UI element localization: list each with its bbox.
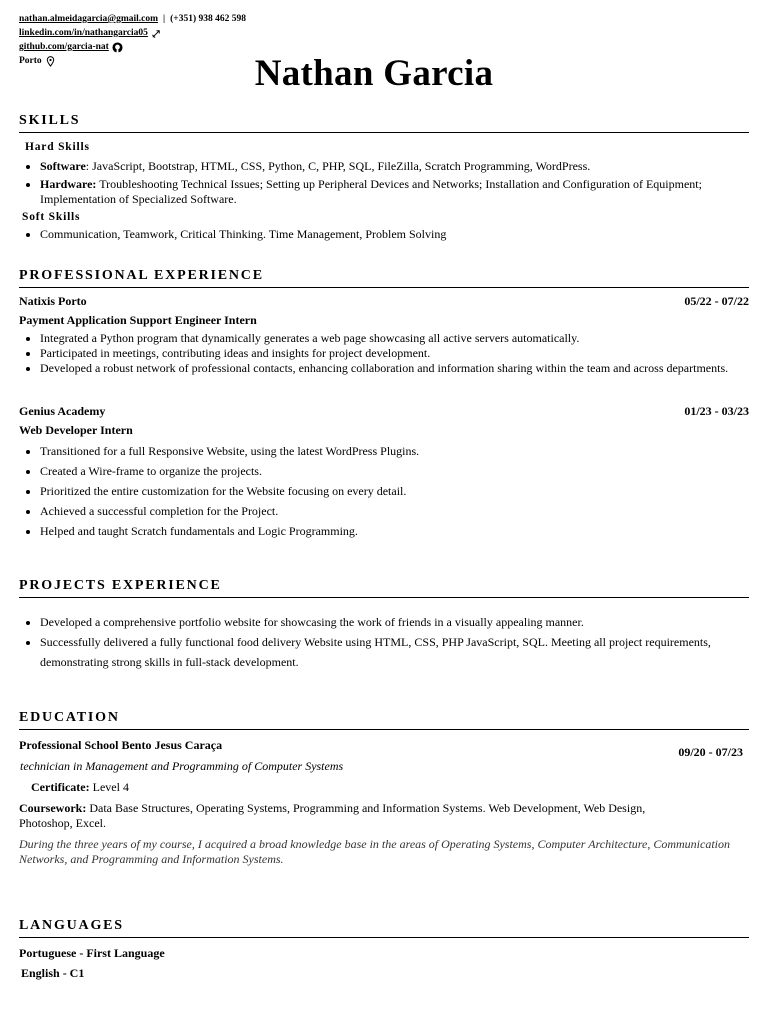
job-company: Genius Academy	[19, 404, 106, 418]
education-heading: EDUCATION	[19, 710, 749, 730]
languages-heading: LANGUAGES	[19, 918, 749, 938]
job-company: Natixis Porto	[19, 294, 87, 308]
list-item	[40, 159, 749, 174]
list-item: • Developed a robust network of professional contacts, enhancing collaboration and information sharing within the team and across departments.	[40, 361, 749, 376]
list-item: • Communication, Teamwork, Critical Thinking. Time Management, Problem Solving	[40, 227, 749, 242]
software-label: Software	[40, 159, 86, 173]
job-genius-academy	[19, 404, 749, 544]
skills-section	[19, 140, 749, 242]
list-item: • Prioritized the entire customization for the Website focusing on every detail.	[40, 484, 749, 499]
certificate-line	[19, 780, 749, 795]
projects-section	[19, 612, 749, 672]
projects-heading: PROJECTS EXPERIENCE	[19, 578, 749, 598]
list-item: • Helped and taught Scratch fundamentals and Logic Programming.	[40, 524, 749, 539]
github-link[interactable]: github.com/garcia-nat	[19, 42, 109, 52]
job-title: Web Developer Intern	[19, 423, 133, 437]
link-icon	[151, 28, 162, 39]
languages-section	[19, 946, 749, 981]
school-header	[19, 738, 749, 760]
job-dates: 05/22 - 07/22	[684, 294, 749, 308]
coursework-value: Data Base Structures, Operating Systems, Programming and Information Systems. Web Development, Web Design, Photoshop, Excel.	[19, 801, 646, 830]
list-item: • Transitioned for a full Responsive Website, using the latest WordPress Plugins.	[40, 444, 749, 459]
linkedin-link[interactable]: linkedin.com/in/nathangarcia05	[19, 28, 148, 38]
certificate-value: Level 4	[89, 780, 129, 794]
contact-separator: |	[163, 14, 166, 24]
job-header	[19, 294, 749, 309]
school-name: Professional School Bento Jesus Caraça	[19, 738, 223, 752]
list-item	[40, 177, 749, 207]
github-icon	[112, 42, 123, 53]
list-item: • Integrated a Python program that dynamically generates a web page showcasing all active servers automatically.	[40, 331, 749, 346]
candidate-name: Nathan Garcia	[254, 53, 494, 94]
list-item: • Successfully delivered a fully functional food delivery Website using HTML, CSS, PHP JavaScript, SQL. Meeting all project requirements, demonstrating strong skills in full-stack development.	[40, 632, 749, 672]
location-text: Porto	[19, 56, 42, 66]
list-item: • Developed a comprehensive portfolio website for showcasing the work of friends in a visually appealing manner.	[40, 612, 749, 632]
school-dates: 09/20 - 07/23	[678, 745, 743, 759]
job-bullets	[19, 444, 749, 539]
phone-number: (+351) 938 462 598	[170, 14, 246, 24]
coursework-label: Coursework:	[19, 801, 87, 815]
list-item: • Achieved a successful completion for the Project.	[40, 504, 749, 519]
hardware-text: Troubleshooting Technical Issues; Setting up Peripheral Devices and Networks; Installation and Configuration of Equipment; Implementation of Specialized Software.	[40, 177, 702, 206]
soft-skills-title: Soft Skills	[22, 211, 81, 223]
skills-heading: SKILLS	[19, 113, 749, 133]
list-item: • Participated in meetings, contributing ideas and insights for project development.	[40, 346, 749, 361]
job-dates: 01/23 - 03/23	[684, 404, 749, 418]
job-natixis	[19, 294, 749, 376]
hard-skills-list	[19, 159, 749, 207]
job-bullets	[19, 331, 749, 376]
list-item: • Created a Wire-frame to organize the projects.	[40, 464, 749, 479]
soft-skills-list	[19, 227, 749, 242]
hardware-label: Hardware:	[40, 177, 97, 191]
job-header	[19, 404, 749, 419]
education-summary: During the three years of my course, I acquired a broad knowledge base in the areas of Operating Systems, Computer Architecture, Communication Networks, and Programming and Information Systems.	[19, 837, 730, 866]
language-item: Portuguese - First Language	[19, 946, 165, 960]
hard-skills-title: Hard Skills	[25, 141, 90, 153]
coursework-line	[19, 801, 659, 831]
language-item: English - C1	[21, 966, 85, 980]
experience-heading: PROFESSIONAL EXPERIENCE	[19, 268, 749, 288]
projects-list	[19, 612, 749, 672]
email-link[interactable]: nathan.almeidagarcia@gmail.com	[19, 14, 159, 24]
program-name: technician in Management and Programming of Computer Systems	[20, 759, 344, 773]
certificate-label: Certificate:	[31, 780, 90, 794]
job-title: Payment Application Support Engineer Intern	[19, 313, 257, 327]
software-text: : JavaScript, Bootstrap, HTML, CSS, Python, C, PHP, SQL, FileZilla, Scratch Programming, WordPress.	[85, 159, 591, 173]
education-section	[19, 738, 749, 867]
